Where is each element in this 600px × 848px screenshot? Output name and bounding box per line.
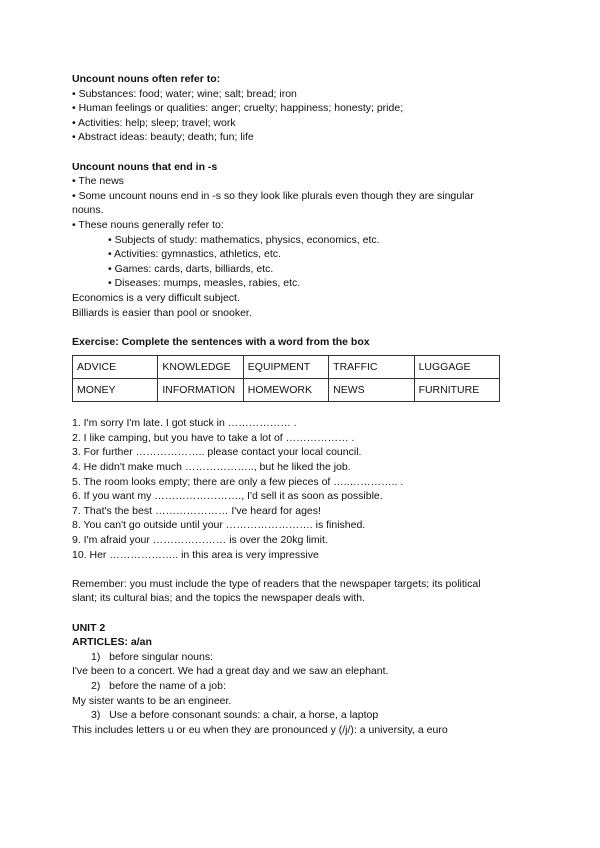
word-cell: LUGGAGE — [414, 356, 499, 379]
exercise-sentence: 2. I like camping, but you have to take a lot of ……………… . — [72, 431, 355, 444]
remember-note: slant; its cultural bias; and the topics the newspaper deals with. — [72, 592, 365, 605]
word-cell: MONEY — [73, 379, 158, 402]
exercise-sentence: 4. He didn't make much ……………….., but he liked the job. — [72, 461, 351, 474]
rule-text: Use a before consonant sounds: a chair, a horse, a laptop — [109, 709, 379, 722]
list-item: • Substances: food; water; wine; salt; bread; iron — [72, 87, 297, 100]
list-item: • These nouns generally refer to: — [72, 218, 224, 231]
list-item: • Human feelings or qualities: anger; cruelty; happiness; honesty; pride; — [72, 102, 404, 115]
rule-item — [72, 708, 532, 723]
rule-number: 1) — [91, 650, 101, 663]
exercise-sentence: 8. You can't go outside until your ……………………. is finished. — [72, 519, 366, 532]
unit-title: UNIT 2 — [72, 621, 106, 634]
example-sentence: I've been to a concert. We had a great day and we saw an elephant. — [72, 665, 389, 678]
list-item: • Activities: help; sleep; travel; work — [72, 116, 236, 129]
sub-list-item: • Subjects of study: mathematics, physics, economics, etc. — [108, 233, 380, 246]
rule-item — [72, 679, 532, 694]
word-box — [72, 355, 500, 402]
section2-heading: Uncount nouns that end in -s — [72, 160, 218, 173]
list-item: • The news — [72, 175, 124, 188]
rule-number: 3) — [91, 709, 101, 722]
rule-text: before singular nouns: — [109, 650, 214, 663]
example-sentence: Billiards is easier than pool or snooker. — [72, 306, 252, 319]
table-row — [73, 379, 500, 402]
list-item: • Some uncount nouns end in -s so they look like plurals even though they are singular — [72, 189, 474, 202]
word-cell: INFORMATION — [158, 379, 243, 402]
exercise-sentence: 10. Her ……………….. in this area is very impressive — [72, 548, 319, 561]
exercise-sentence: 9. I'm afraid your ………………… is over the 20kg limit. — [72, 534, 328, 547]
sub-list-item: • Activities: gymnastics, athletics, etc. — [108, 248, 281, 261]
unit-subtitle: ARTICLES: a/an — [72, 636, 152, 649]
sub-list-item: • Diseases: mumps, measles, rabies, etc. — [108, 277, 301, 290]
sub-list-item: • Games: cards, darts, billiards, etc. — [108, 262, 274, 275]
word-cell: KNOWLEDGE — [158, 356, 243, 379]
example-sentence: This includes letters u or eu when they are pronounced y (/j/): a university, a euro — [72, 723, 448, 736]
rule-text: before the name of a job: — [109, 679, 226, 692]
exercise-sentence: 1. I'm sorry I'm late. I got stuck in ……………… . — [72, 417, 297, 430]
exercise-sentence: 7. That's the best ………………… I've heard for ages! — [72, 504, 321, 517]
example-sentence: Economics is a very difficult subject. — [72, 291, 240, 304]
word-cell: FURNITURE — [414, 379, 499, 402]
rule-number: 2) — [91, 679, 101, 692]
section1-heading: Uncount nouns often refer to: — [72, 73, 221, 85]
word-cell: TRAFFIC — [329, 356, 414, 379]
remember-note: Remember: you must include the type of readers that the newspaper targets; its political — [72, 577, 481, 590]
rule-item — [72, 650, 532, 665]
list-item: nouns. — [72, 204, 104, 217]
document-page — [72, 72, 532, 737]
word-cell: ADVICE — [73, 356, 158, 379]
example-sentence: My sister wants to be an engineer. — [72, 694, 232, 707]
exercise-sentence: 5. The room looks empty; there are only a few pieces of …..………….. . — [72, 475, 404, 488]
word-cell: NEWS — [329, 379, 414, 402]
table-row — [73, 356, 500, 379]
exercise-sentence: 3. For further ……………….. please contact your local council. — [72, 446, 362, 459]
word-cell: HOMEWORK — [243, 379, 328, 402]
list-item: • Abstract ideas: beauty; death; fun; life — [72, 131, 254, 144]
exercise-sentence: 6. If you want my ……………………., I'd sell it as soon as possible. — [72, 490, 383, 503]
exercise-heading: Exercise: Complete the sentences with a word from the box — [72, 335, 370, 348]
word-cell: EQUIPMENT — [243, 356, 328, 379]
